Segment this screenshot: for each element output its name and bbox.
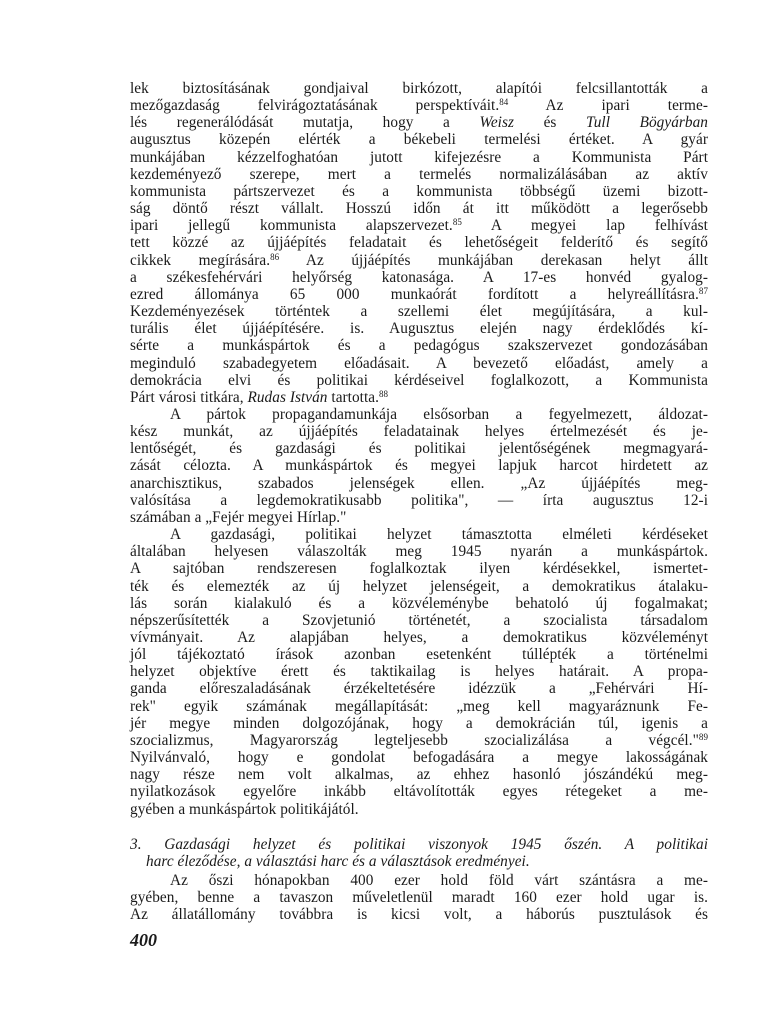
text-line: vívmányait. Az alapjában helyes, a demokratikus közvéleményt: [130, 629, 708, 646]
text-line: mezőgazdaság felvirágoztatásának perspektíváit.$^{84}$ Az ipari terme-: [130, 97, 708, 115]
text-line: turális élet újjáépítésére. is. Augusztus elején nagy érdeklődés kí-: [130, 320, 708, 338]
text-line: helyzet objektíve érett és taktikailag is helyes határait. A propa-: [130, 663, 708, 681]
text-line: gyében, benne a tavaszon műveletlenül maradt 160 ezer hold ugar is.: [130, 889, 708, 907]
text-line: jól tájékoztató írások azonban esetenként túllépték a történelmi: [130, 646, 708, 664]
text-line: lek biztosításának gondjaival birkózott, alapítói felcsillantották a: [130, 80, 708, 97]
text-line: a székesfehérvári helyőrség katonasága. A 17-es honvéd gyalog-: [130, 268, 708, 286]
company-name: Weisz: [479, 114, 514, 132]
text-line: jér megye minden dolgozójának, hogy a demokrácián túl, igenis a: [130, 714, 708, 732]
text-line: számában a „Fejér megyei Hírlap.": [130, 508, 347, 526]
text-line: nyilatkozások egyelőre inkább eltávolították egyes rétegeket a me-: [130, 783, 708, 801]
footnote-ref: 84: [499, 97, 509, 108]
text-line: munkájában kézzelfoghatóan jutott kifejezésre a Kommunista Párt: [130, 148, 708, 166]
paragraph-3: [130, 526, 708, 818]
text-line: augusztus közepén elérték a békebeli termelési értéket. A gyár: [130, 131, 708, 149]
text-line: harc éleződése, a választási harc és a választások eredményei.: [146, 852, 530, 870]
text-line: ság döntő részt vállalt. Hosszú időn át itt működött a legerősebb: [130, 200, 708, 218]
text-line: ganda előreszaladásának érzékeltetésére idézzük a „Fehérvári Hí-: [130, 680, 708, 698]
footnote-ref: 87: [698, 285, 708, 296]
text-line: Az állatállomány továbbra is kicsi volt, a háborús pusztulások és: [130, 906, 708, 924]
text-line: demokrácia elvi és politikai kérdéseivel foglalkozott, a Kommunista: [130, 371, 708, 389]
text-line: valósítása a legdemokratikusabb politika", — írta augusztus 12-i: [130, 491, 708, 509]
text-line: lentőségét, és gazdasági és politikai jelentőségének megmagyará-: [130, 440, 708, 458]
text-line: anarchisztikus, szabados jelenségek ellen. „Az újjáépítés meg-: [130, 474, 708, 492]
text-line: A gazdasági, politikai helyzet támasztotta elméleti kérdéseket: [170, 526, 708, 544]
text-line: Párt városi titkára, Rudas István tartotta.$^{88}$: [130, 388, 389, 406]
footnote-ref: 89: [698, 731, 708, 742]
book-page: [130, 80, 708, 924]
text-line: A sajtóban rendszeresen foglalkoztak ilyen kérdésekkel, ismertet-: [130, 560, 708, 578]
text-line: kész munkát, az újjáépítés feladatainak helyes értelmezését és je-: [130, 423, 708, 441]
text-line: sérte a munkáspártok és a pedagógus szakszervezet gondozásában: [130, 337, 708, 355]
footnote-ref: 88: [379, 388, 389, 399]
text-line: cikkek megírására.$^{86}$ Az újjáépítés munkájában derekasan helyt állt: [130, 251, 709, 269]
text-line: meginduló szabadegyetem előadásait. A bevezető előadást, amely a: [130, 354, 708, 372]
text-line: lás során kialakuló és a közvéleménybe behatoló új fogalmakat;: [130, 594, 708, 612]
footnote-ref: 85: [452, 217, 462, 228]
text-line: lés regenerálódását mutatja, hogy a Weisz és Tull Bögyárban: [130, 114, 708, 132]
text-line: Az őszi hónapokban 400 ezer hold föld várt szántásra a me-: [170, 872, 708, 890]
text-line: ezred állománya 65 000 munkaórát fordított a helyreállításra.$^{87}$: [130, 285, 708, 303]
section-heading: [130, 836, 708, 870]
text-line: nagy része nem volt alkalmas, az ehhez hasonló jószándékú meg-: [130, 766, 708, 784]
text-line: ipari jellegű kommunista alapszervezet.$^{85}$ A megyei lap felhívást: [130, 217, 708, 235]
footnote-ref: 86: [270, 251, 280, 262]
company-name: Tull Bögyárban: [585, 114, 708, 132]
text-line: kommunista pártszervezet és a kommunista többségű üzemi bizott-: [130, 182, 708, 200]
paragraph-2: [130, 406, 708, 526]
text-line: népszerűsítették a Szovjetunió történetét, a szocialista társadalom: [130, 611, 708, 629]
paragraph-4: [130, 872, 708, 923]
text-line: Nyilvánvaló, hogy e gondolat befogadására a megye lakosságának: [130, 749, 708, 767]
text-line: szocializmus, Magyarország legteljesebb szocializálása a végcél."$^{89}$: [130, 731, 708, 749]
text-line: ték és elemezték az új helyzet jelenségeit, a demokratikus átalaku-: [130, 577, 708, 595]
text-line: 3. Gazdasági helyzet és politikai viszonyok 1945 őszén. A politikai: [130, 835, 708, 853]
text-line: általában helyesen válaszolták meg 1945 nyarán a munkáspártok.: [130, 543, 708, 561]
text-line: rek" egyik számának megállapítását: „meg kell magyaráznunk Fe-: [130, 697, 708, 715]
paragraph-1: [130, 80, 708, 406]
text-line: tett közzé az újjáépítés feladatait és lehetőségeit felderítő és segítő: [130, 234, 708, 252]
text-line: A pártok propagandamunkája elsősorban a fegyelmezett, áldozat-: [170, 405, 708, 423]
text-line: Kezdeményezések történtek a szellemi élet megújítására, a kul-: [130, 303, 708, 321]
text-line: gyében a munkáspártok politikájától.: [130, 800, 359, 818]
text-line: kezdeményező szerepe, mert a termelés normalizálásában az aktív: [130, 165, 708, 183]
person-name: Rudas István: [247, 388, 328, 406]
text-line: zását célozta. A munkáspártok és megyei lapjuk harcot hirdetett az: [130, 457, 708, 475]
page-number: 400: [130, 930, 157, 950]
